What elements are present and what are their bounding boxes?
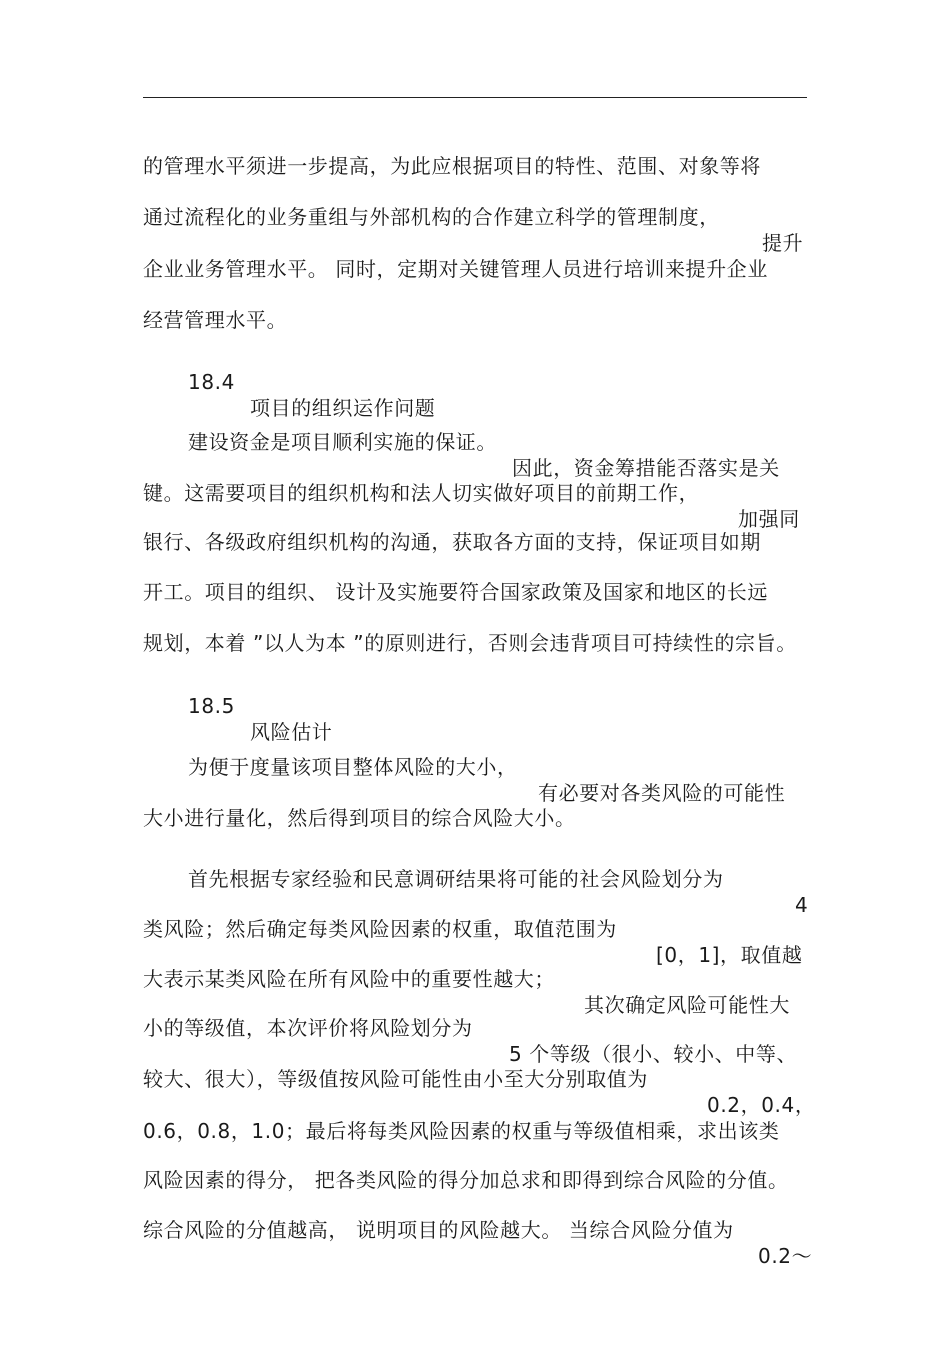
text-segment: 通过流程化的业务重组与外部机构的合作建立科学的管理制度，: [143, 205, 720, 229]
text-segment: 0.6，0.8，1.0；最后将每类风险因素的权重与等级值相乘，求出该类: [143, 1119, 780, 1143]
section-title: 项目的组织运作问题: [250, 396, 436, 420]
section-number: 18.4: [188, 370, 235, 394]
text-segment: 加强同: [738, 507, 800, 531]
text-segment: 银行、各级政府组织机构的沟通，获取各方面的支持，保证项目如期: [143, 530, 761, 554]
text-segment: 因此，资金筹措能否落实是关: [512, 456, 780, 480]
text-segment: 0.2～: [758, 1244, 813, 1268]
text-line: [0, 1191, 950, 1295]
text-segment: 大表示某类风险在所有风险中的重要性越大；: [143, 967, 555, 991]
text-segment: 类风险；然后确定每类风险因素的权重，取值范围为: [143, 917, 617, 941]
text-segment: 的管理水平须进一步提高，为此应根据项目的特性、范围、对象等将: [143, 154, 761, 178]
text-segment: 较大、很大），等级值按风险可能性由小至大分别取值为: [143, 1067, 648, 1091]
text-segment: 综合风险的分值越高， 说明项目的风险越大。 当综合风险分值为: [143, 1218, 734, 1242]
text-segment: 键。这需要项目的组织机构和法人切实做好项目的前期工作，: [143, 481, 700, 505]
text-segment: 5 个等级（很小、较小、中等、: [509, 1042, 798, 1066]
text-segment: [0，1]，取值越: [656, 943, 803, 967]
text-segment: 有必要对各类风险的可能性: [538, 781, 786, 805]
text-segment: 企业业务管理水平。 同时，定期对关键管理人员进行培训来提升企业: [143, 257, 768, 281]
text-segment: 建设资金是项目顺利实施的保证。: [188, 430, 497, 454]
text-segment: 首先根据专家经验和民意调研结果将可能的社会风险划分为: [188, 867, 724, 891]
section-number: 18.5: [188, 694, 235, 718]
text-segment: 小的等级值，本次评价将风险划分为: [143, 1016, 473, 1040]
text-segment: 风险因素的得分， 把各类风险的得分加总求和即得到综合风险的分值。: [143, 1168, 789, 1192]
text-segment: 为便于度量该项目整体风险的大小，: [188, 755, 518, 779]
text-segment: 规划，本着 ”以人为本 ”的原则进行，否则会违背项目可持续性的宗旨。: [143, 631, 797, 655]
text-segment: 其次确定风险可能性大: [584, 993, 790, 1017]
text-segment: 经营管理水平。: [143, 308, 288, 332]
text-segment: 4: [795, 893, 809, 917]
text-segment: 开工。项目的组织、 设计及实施要符合国家政策及国家和地区的长远: [143, 580, 768, 604]
text-segment: 大小进行量化，然后得到项目的综合风险大小。: [143, 806, 576, 830]
section-title: 风险估计: [250, 720, 333, 744]
header-rule: [143, 97, 807, 98]
text-segment: 提升: [762, 231, 804, 255]
text-segment: 0.2，0.4，: [707, 1093, 816, 1117]
